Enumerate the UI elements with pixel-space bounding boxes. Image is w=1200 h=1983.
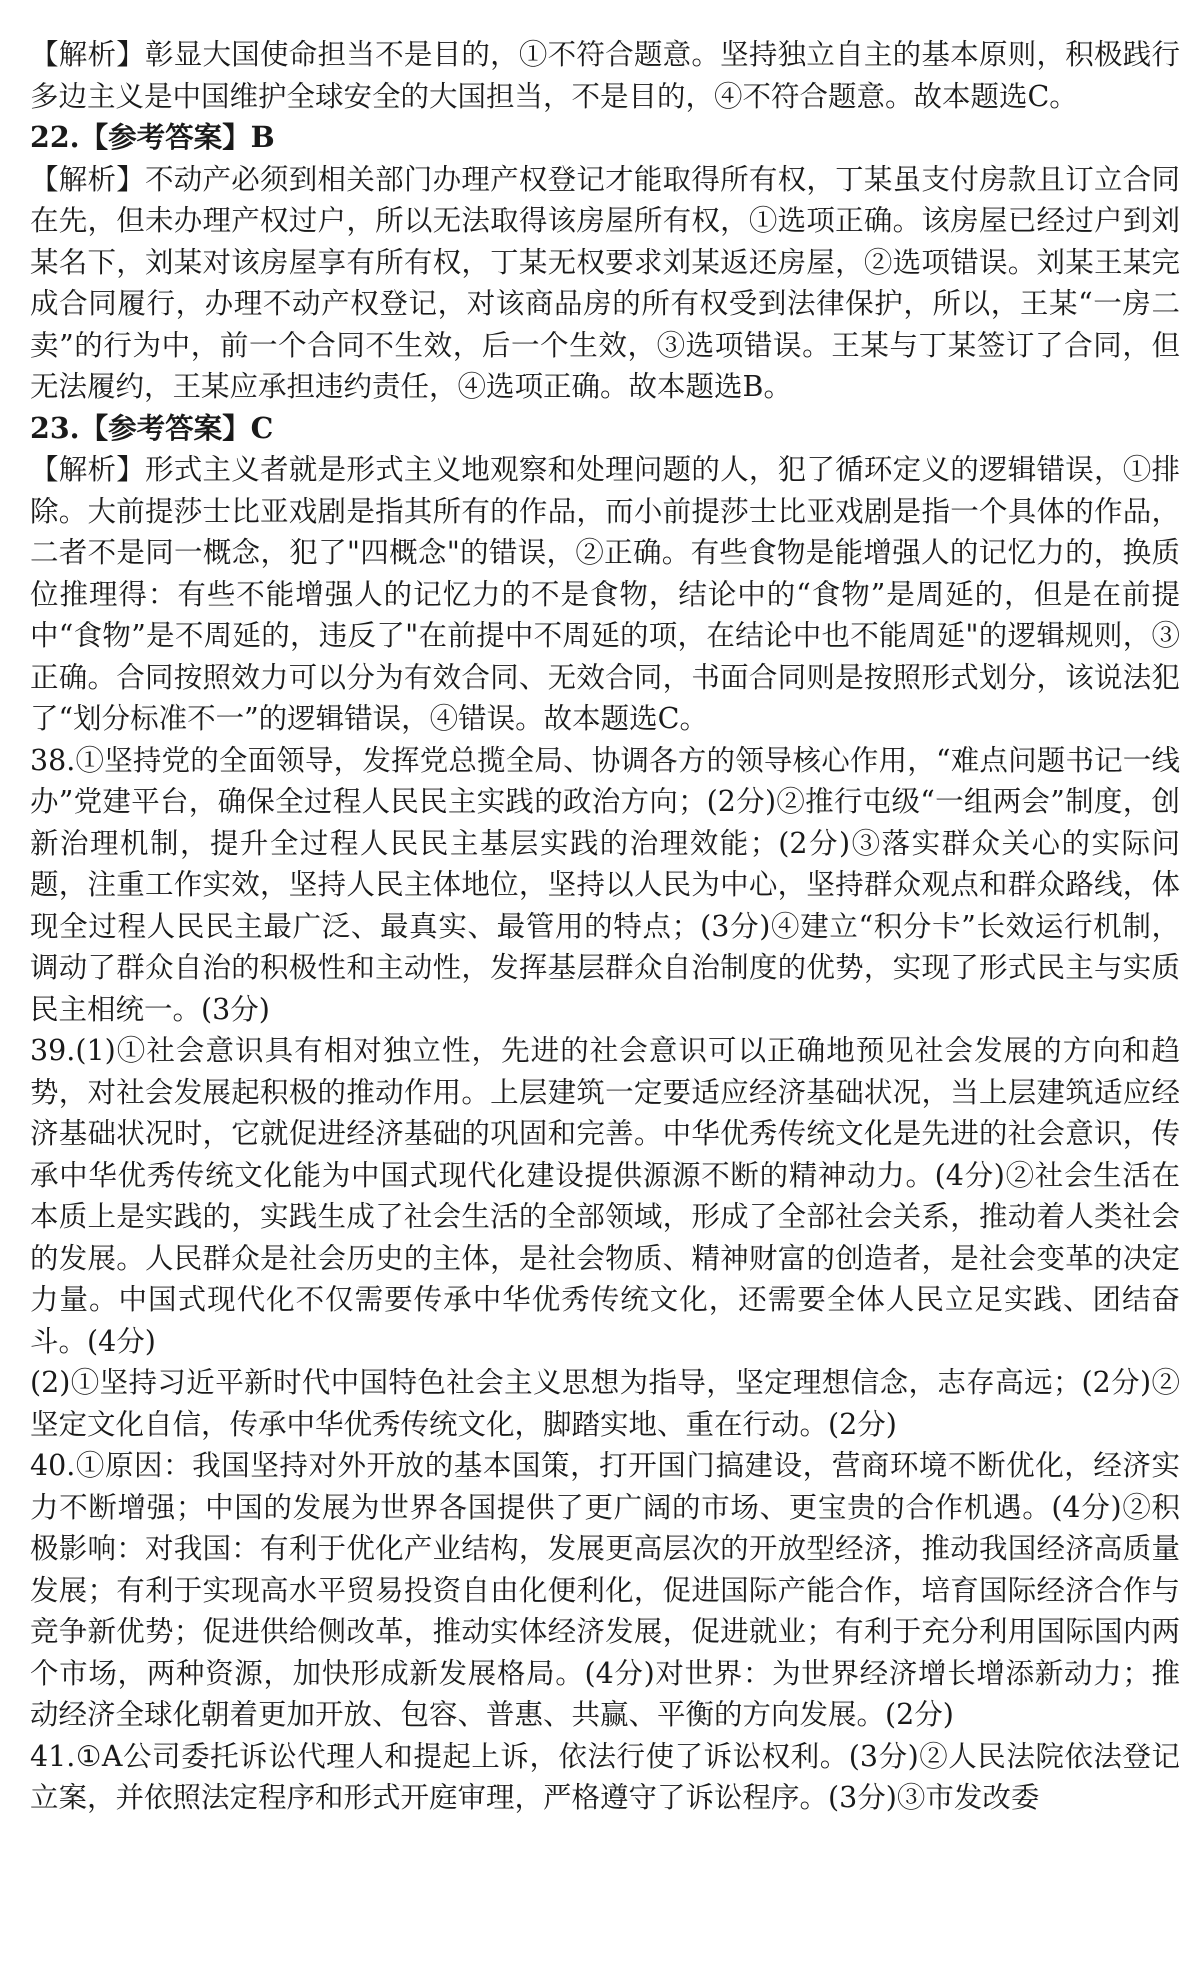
answer-q38: 38.①坚持党的全面领导，发挥党总揽全局、协调各方的领导核心作用，“难点问题书记一线办”党建平台，确保全过程人民民主实践的政治方向；(2分)②推行屯级“一组两会”制度，创新治理机制，提升全过程人民民主基层实践的治理效能；(2分)③落实群众关心的实际问题，注重工作实效，坚持人民主体地位，坚持以人民为中心，坚持群众观点和群众路线，体现全过程人民民主最广泛、最真实、最管用的特点；(3分)④建立“积分卡”长效运行机制，调动了群众自治的积极性和主动性，发挥基层群众自治制度的优势，实现了形式民主与实质民主相统一。(3分)	[30, 743, 1180, 1026]
answer-q39-part2: (2)①坚持习近平新时代中国特色社会主义思想为指导，坚定理想信念，志存高远；(2分)②坚定文化自信，传承中华优秀传统文化，脚踏实地、重在行动。(2分)	[30, 1366, 1180, 1441]
answer-q23: 23.【参考答案】C	[30, 410, 274, 445]
answer-q22: 22.【参考答案】B	[30, 120, 275, 154]
answer-q40: 40.①原因：我国坚持对外开放的基本国策，打开国门搞建设，营商环境不断优化，经济实力不断增强；中国的发展为世界各国提供了更广阔的市场、更宝贵的合作机遇。(4分)②积极影响：对我国：有利于优化产业结构，发展更高层次的开放型经济，推动我国经济高质量发展；有利于实现高水平贸易投资自由化便利化，促进国际产能合作，培育国际经济合作与竞争新优势；促进供给侧改革，推动实体经济发展，促进就业；有利于充分利用国际国内两个市场，两种资源，加快形成新发展格局。(4分)对世界：为世界经济增长增添新动力；推动经济全球化朝着更加开放、包容、普惠、共赢、平衡的方向发展。(2分)	[30, 1449, 1180, 1731]
analysis-q23: 【解析】形式主义者就是形式主义地观察和处理问题的人，犯了循环定义的逻辑错误，①排除。大前提莎士比亚戏剧是指其所有的作品，而小前提莎士比亚戏剧是指一个具体的作品，二者不是同一概念，犯了"四概念"的错误，②正确。有些食物是能增强人的记忆力的，换质位推理得：有些不能增强人的记忆力的不是食物，结论中的“食物”是周延的，但是在前提中“食物”是不周延的，违反了"在前提中不周延的项，在结论中也不能周延"的逻辑规则，③正确。合同按照效力可以分为有效合同、无效合同，书面合同则是按照形式划分，该说法犯了“划分标准不一”的逻辑错误，④错误。故本题选C。	[30, 453, 1180, 735]
analysis-q22: 【解析】不动产必须到相关部门办理产权登记才能取得所有权，丁某虽支付房款且订立合同在先，但未办理产权过户，所以无法取得该房屋所有权，①选项正确。该房屋已经过户到刘某名下，刘某对该房屋享有所有权，丁某无权要求刘某返还房屋，②选项错误。刘某王某完成合同履行，办理不动产权登记，对该商品房的所有权受到法律保护，所以，王某“一房二卖”的行为中，前一个合同不生效，后一个生效，③选项错误。王某与丁某签订了合同，但无法履约，王某应承担违约责任，④选项正确。故本题选B。	[30, 162, 1180, 403]
answer-q41: 41.①A公司委托诉讼代理人和提起上诉，依法行使了诉讼权利。(3分)②人民法院依法登记立案，并依照法定程序和形式开庭审理，严格遵守了诉讼程序。(3分)③市发改委	[30, 1739, 1180, 1814]
document-page	[30, 34, 1180, 1819]
analysis-q21: 【解析】彰显大国使命担当不是目的，①不符合题意。坚持独立自主的基本原则，积极践行多边主义是中国维护全球安全的大国担当，不是目的，④不符合题意。故本题选C。	[30, 38, 1180, 113]
answer-q39-part1: 39.(1)①社会意识具有相对独立性，先进的社会意识可以正确地预见社会发展的方向和趋势，对社会发展起积极的推动作用。上层建筑一定要适应经济基础状况，当上层建筑适应经济基础状况时，它就促进经济基础的巩固和完善。中华优秀传统文化是先进的社会意识，传承中华优秀传统文化能为中国式现代化建设提供源源不断的精神动力。(4分)②社会生活在本质上是实践的，实践生成了社会生活的全部领域，形成了全部社会关系，推动着人类社会的发展。人民群众是社会历史的主体，是社会物质、精神财富的创造者，是社会变革的决定力量。中国式现代化不仅需要传承中华优秀传统文化，还需要全体人民立足实践、团结奋斗。(4分)	[30, 1034, 1180, 1358]
